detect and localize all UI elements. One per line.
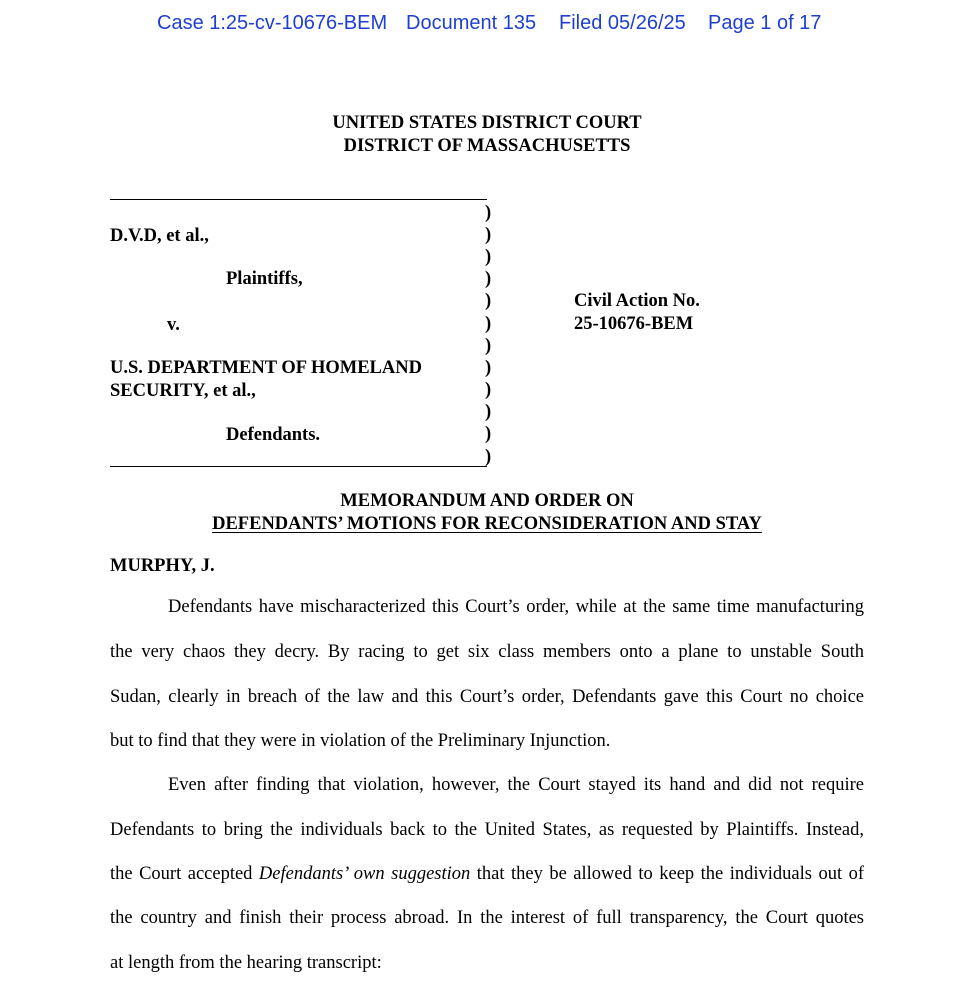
defendants-label: Defendants.: [226, 425, 321, 445]
court-name: UNITED STATES DISTRICT COURT: [332, 113, 642, 133]
text-line: Defendants have mischaracterized this Court’s order, while at the same time manufacturing: [168, 597, 864, 617]
caption-bottom-rule: [110, 466, 487, 467]
paren: ): [485, 336, 492, 356]
paren: ): [485, 314, 492, 334]
memo-title-line-1: MEMORANDUM AND ORDER ON: [340, 491, 634, 511]
case-number: Case 1:25-cv-10676-BEM: [157, 12, 388, 34]
text-line: at length from the hearing transcript:: [110, 953, 382, 973]
plaintiffs-label: Plaintiffs,: [226, 269, 303, 289]
versus: v.: [167, 315, 180, 335]
page-indicator: Page 1 of 17: [708, 12, 822, 34]
civil-action-number: 25-10676-BEM: [574, 314, 694, 334]
paren: ): [485, 447, 492, 467]
paren: ): [485, 402, 492, 422]
text-line: Sudan, clearly in breach of the law and this Court’s order, Defendants gave this Court no choice: [110, 687, 864, 707]
paren: ): [485, 247, 492, 267]
italic-text-run: Defendants’ own suggestion: [258, 864, 471, 884]
text-line: [110, 864, 864, 885]
plaintiff-name: D.V.D, et al.,: [110, 226, 209, 246]
paren: ): [485, 291, 492, 311]
paren: ): [485, 380, 492, 400]
text-line: the country and finish their process abroad. In the interest of full transparency, the Court quotes: [110, 908, 864, 928]
text-run: that they be allowed to keep the individuals out of: [470, 864, 864, 884]
defendant-line-1: U.S. DEPARTMENT OF HOMELAND: [110, 358, 422, 378]
paren: ): [485, 424, 492, 444]
judge-name: MURPHY, J.: [110, 556, 215, 576]
paren: ): [485, 269, 492, 289]
document-number: Document 135: [406, 12, 537, 34]
memo-title-line-2: [0, 514, 974, 535]
civil-action-label: Civil Action No.: [574, 291, 700, 311]
text-line: Defendants to bring the individuals back to the United States, as requested by Plaintiffs. Instead,: [110, 820, 864, 840]
paren: ): [485, 203, 492, 223]
court-district: DISTRICT OF MASSACHUSETTS: [343, 136, 631, 156]
filed-date: Filed 05/26/25: [559, 12, 686, 34]
paren: ): [485, 225, 492, 245]
text-line: but to find that they were in violation of the Preliminary Injunction.: [110, 731, 611, 751]
text-run: the Court accepted: [110, 864, 259, 884]
caption-top-rule: [110, 199, 487, 200]
memo-title-underlined: DEFENDANTS’ MOTIONS FOR RECONSIDERATION AND STAY: [212, 514, 762, 534]
text-line: Even after finding that violation, however, the Court stayed its hand and did not require: [168, 775, 864, 795]
defendant-line-2: SECURITY, et al.,: [110, 381, 256, 401]
text-line: the very chaos they decry. By racing to get six class members onto a plane to unstable South: [110, 642, 864, 662]
paren: ): [485, 358, 492, 378]
